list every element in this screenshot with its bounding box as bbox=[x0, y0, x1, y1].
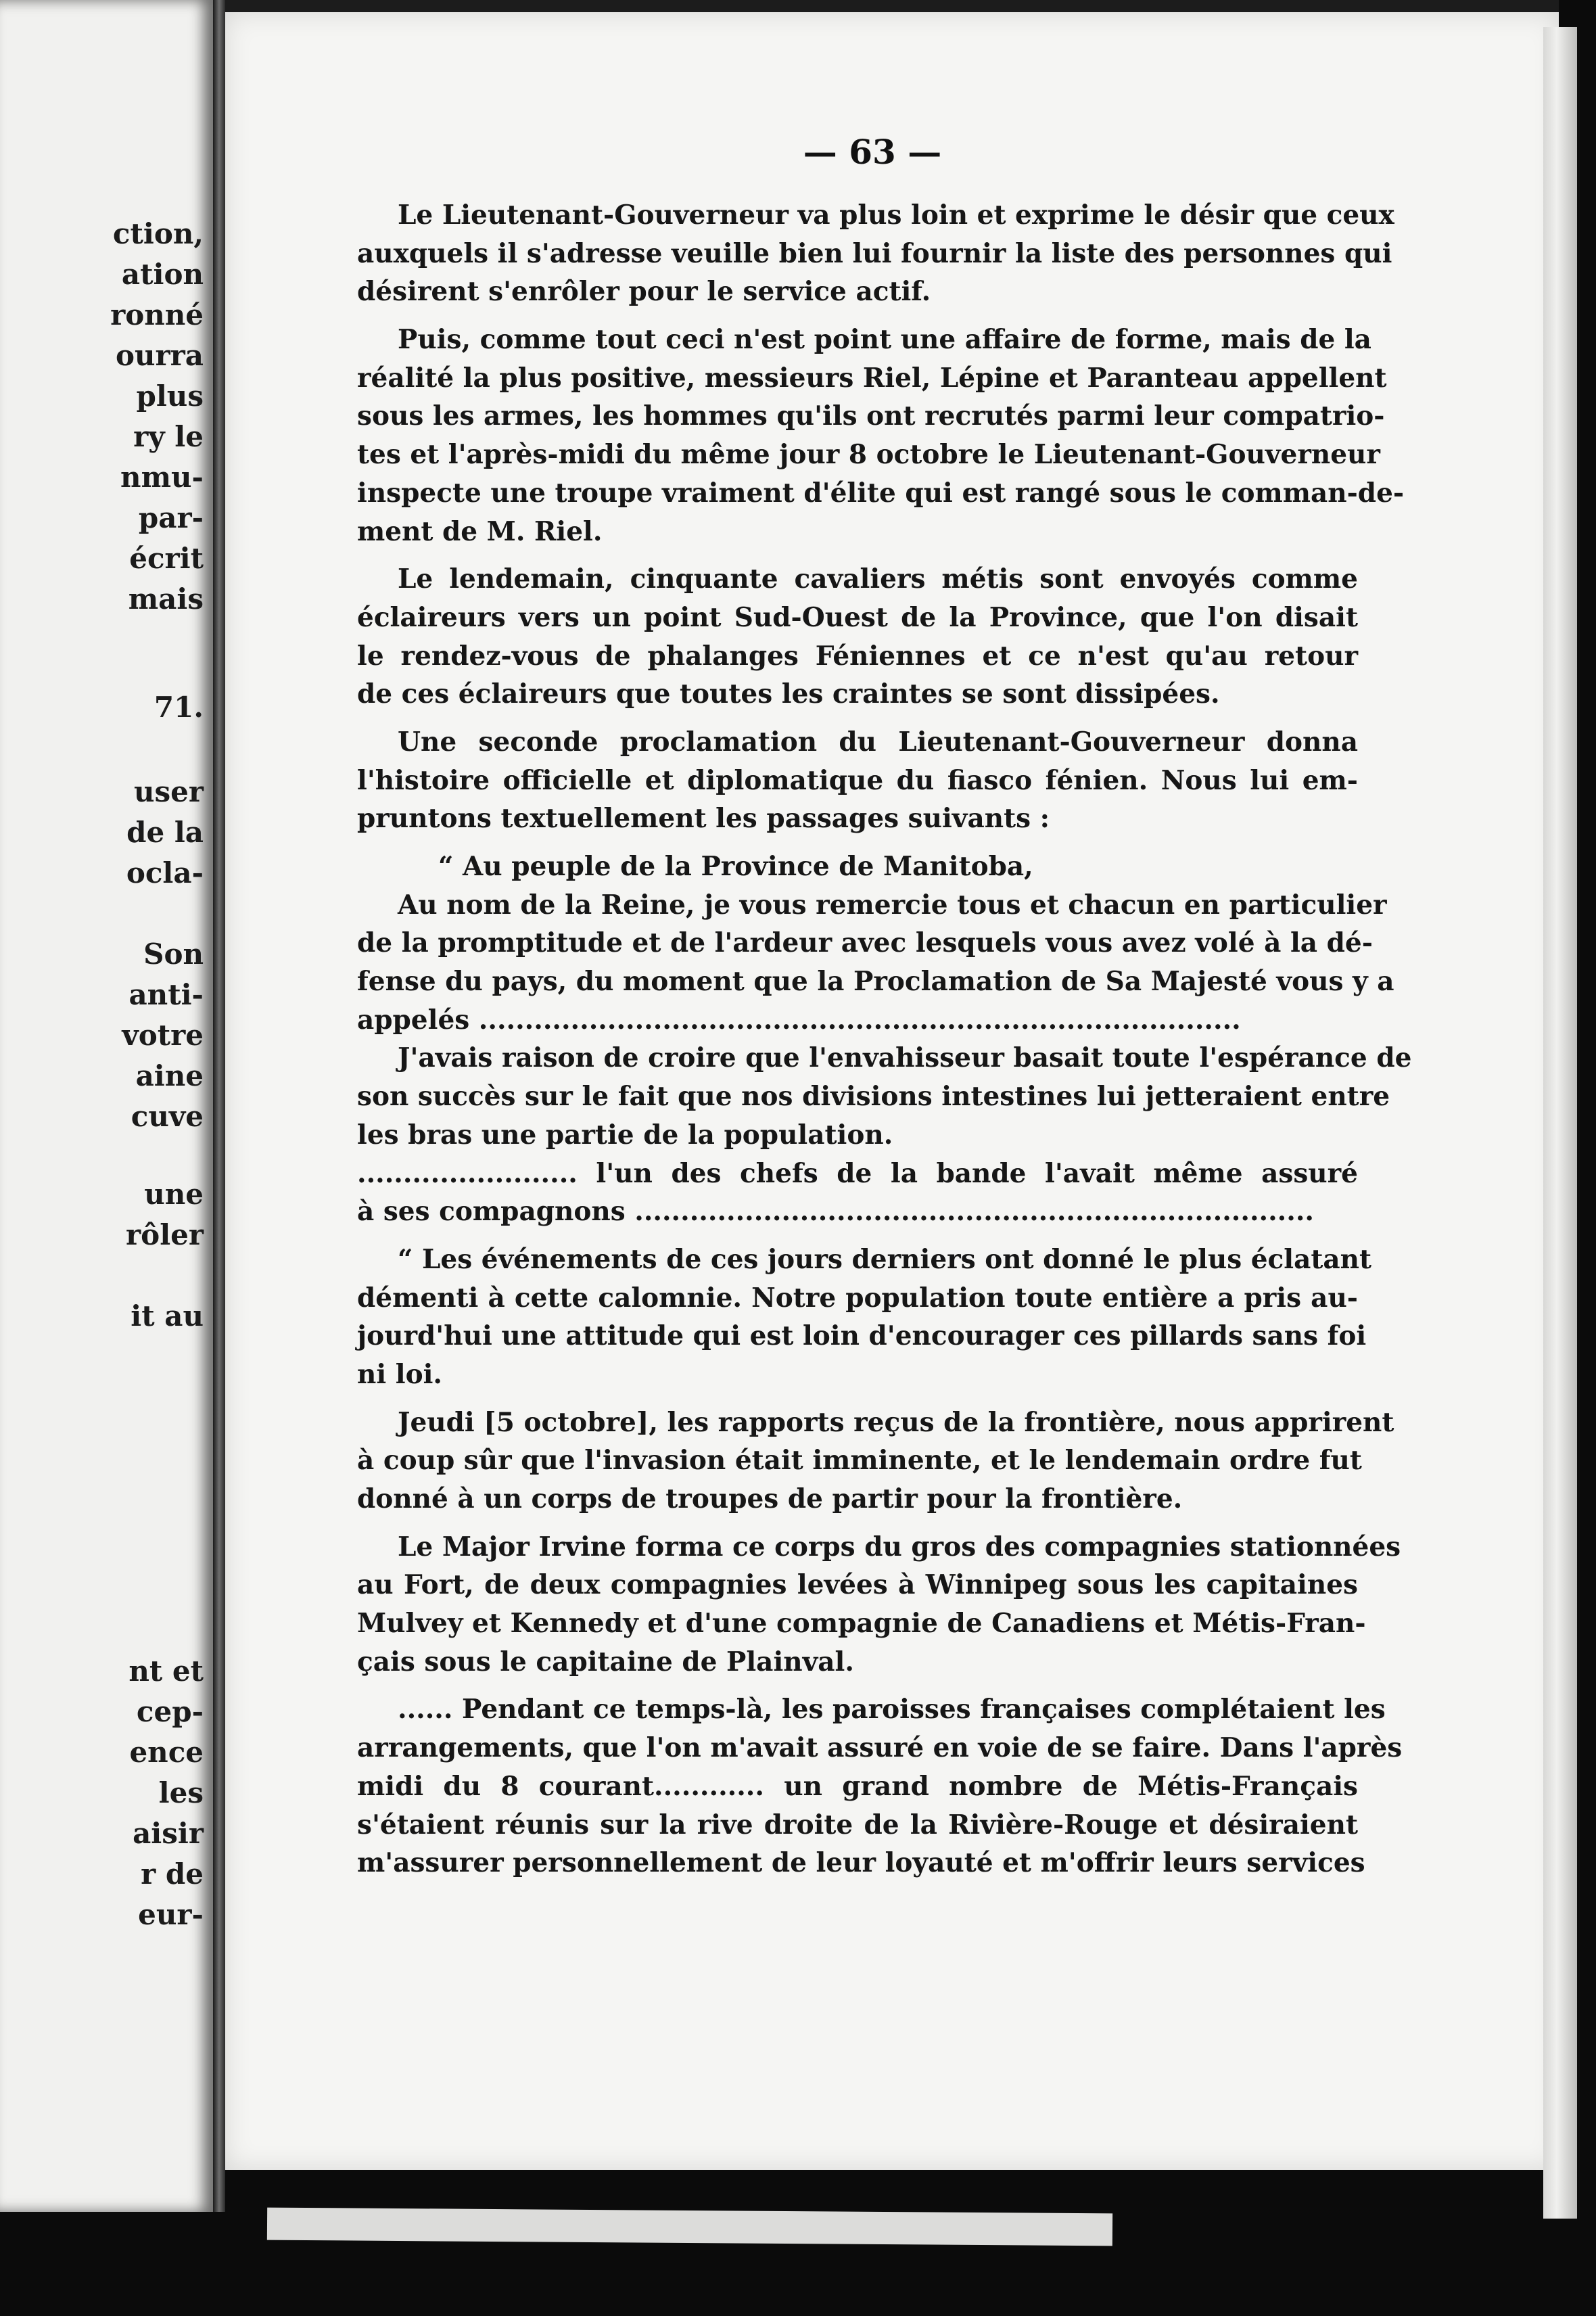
text-line: ...... Pendant ce temps-là, les paroisses françaises complétaient les bbox=[398, 1694, 1386, 1726]
text-line: “ Au peuple de la Province de Manitoba, bbox=[438, 851, 1033, 882]
left-page-fragment: anti- bbox=[128, 978, 204, 1011]
text-line: Une seconde proclamation du Lieutenant-Gouverneur donna bbox=[398, 726, 1358, 758]
text-line: J'avais raison de croire que l'envahisseur basait toute l'espérance de bbox=[398, 1042, 1412, 1074]
text-line: éclaireurs vers un point Sud-Ouest de la Province, que l'on disait bbox=[357, 601, 1358, 633]
text-line: de la promptitude et de l'ardeur avec lesquels vous avez volé à la dé- bbox=[357, 927, 1373, 959]
page-text bbox=[357, 196, 1412, 1882]
text-line: appelés ................................................................................... bbox=[357, 1004, 1241, 1036]
text-line: Puis, comme tout ceci n'est point une affaire de forme, mais de la bbox=[398, 324, 1371, 356]
left-page-fragment: rôler bbox=[126, 1218, 204, 1251]
text-line: çais sous le capitaine de Plainval. bbox=[357, 1646, 854, 1677]
book-gutter bbox=[213, 0, 225, 2212]
left-page-fragment: ction, bbox=[112, 217, 204, 250]
text-line: fense du pays, du moment que la Proclamation de Sa Majesté vous y a bbox=[357, 966, 1394, 998]
left-page-fragment: user bbox=[133, 775, 204, 808]
left-page-fragment: Son bbox=[143, 937, 204, 971]
text-line: “ Les événements de ces jours derniers ont donné le plus éclatant bbox=[398, 1243, 1372, 1275]
left-page-fragment: de la bbox=[126, 816, 204, 849]
text-line: auxquels il s'adresse veuille bien lui fournir la liste des personnes qui bbox=[357, 237, 1392, 269]
text-line: le rendez-vous de phalanges Féniennes et ce n'est qu'au retour bbox=[357, 640, 1358, 672]
text-line: m'assurer personnellement de leur loyauté et m'offrir leurs services bbox=[357, 1847, 1365, 1879]
text-line: Au nom de la Reine, je vous remercie tous et chacun en particulier bbox=[398, 889, 1387, 921]
left-page-fragment: par- bbox=[138, 501, 204, 534]
text-line: donné à un corps de troupes de partir pour la frontière. bbox=[357, 1483, 1183, 1514]
text-line: de ces éclaireurs que toutes les craintes se sont dissipées. bbox=[357, 678, 1220, 710]
text-line: arrangements, que l'on m'avait assuré en voie de se faire. Dans l'après bbox=[357, 1732, 1403, 1764]
left-page-fragment: cuve bbox=[131, 1100, 204, 1133]
text-line: à coup sûr que l'invasion était imminente, et le lendemain ordre fut bbox=[357, 1445, 1362, 1477]
text-line: Le Major Irvine forma ce corps du gros des compagnies stationnées bbox=[398, 1531, 1401, 1562]
text-line: désirent s'enrôler pour le service actif. bbox=[357, 276, 931, 308]
page-number: — 63 — bbox=[803, 132, 942, 172]
text-line: ment de M. Riel. bbox=[357, 515, 603, 547]
left-page-fragment: ronné bbox=[110, 298, 204, 331]
text-line: jourd'hui une attitude qui est loin d'encourager ces pillards sans foi bbox=[357, 1320, 1367, 1352]
text-line: inspecte une troupe vraiment d'élite qui est rangé sous le comman-de- bbox=[357, 477, 1405, 509]
left-page-fragment: aisir bbox=[133, 1817, 204, 1850]
left-page-fragment: cep- bbox=[136, 1695, 204, 1728]
text-line: l'histoire officielle et diplomatique du fiasco fénien. Nous lui em- bbox=[357, 764, 1358, 796]
text-line: son succès sur le fait que nos divisions intestines lui jetteraient entre bbox=[357, 1081, 1390, 1113]
text-line: au Fort, de deux compagnies levées à Winnipeg sous les capitaines bbox=[357, 1569, 1358, 1601]
scan-top-border bbox=[225, 0, 1559, 12]
left-page-fragment: aine bbox=[135, 1059, 204, 1092]
left-page-fragment: it au bbox=[131, 1299, 204, 1333]
left-page-fragment: ourra bbox=[115, 339, 204, 372]
left-page-fragment: nt et bbox=[128, 1654, 204, 1688]
text-line: démenti à cette calomnie. Notre population toute entière a pris au- bbox=[357, 1282, 1358, 1314]
left-page-fragment: 71. bbox=[154, 691, 204, 724]
left-page-fragment: r de bbox=[141, 1857, 204, 1891]
left-page-fragment: plus bbox=[136, 379, 204, 413]
text-line: sous les armes, les hommes qu'ils ont recrutés parmi leur compatrio- bbox=[357, 400, 1385, 432]
left-page-fragment: ocla- bbox=[126, 856, 204, 889]
text-line: pruntons textuellement les passages suivants : bbox=[357, 803, 1050, 835]
text-line: s'étaient réunis sur la rive droite de la Rivière-Rouge et désiraient bbox=[357, 1809, 1358, 1840]
left-page-fragment: les bbox=[158, 1776, 204, 1809]
left-page-fragment: une bbox=[144, 1178, 204, 1211]
text-line: réalité la plus positive, messieurs Riel, Lépine et Paranteau appellent bbox=[357, 362, 1387, 394]
left-page-fragment: nmu- bbox=[120, 461, 204, 494]
page-edge bbox=[1543, 27, 1577, 2219]
text-line: Jeudi [5 octobre], les rapports reçus de la frontière, nous apprirent bbox=[398, 1406, 1394, 1438]
text-line: ........................ l'un des chefs de la bande l'avait même assuré bbox=[357, 1157, 1358, 1189]
page-bottom-strip bbox=[267, 2208, 1112, 2246]
text-line: Le lendemain, cinquante cavaliers métis sont envoyés comme bbox=[398, 563, 1358, 595]
text-line: Mulvey et Kennedy et d'une compagnie de Canadiens et Métis-Fran- bbox=[357, 1608, 1366, 1640]
text-line: les bras une partie de la population. bbox=[357, 1119, 893, 1151]
text-line: midi du 8 courant............ un grand nombre de Métis-Français bbox=[357, 1770, 1358, 1802]
left-page-fragment: ry le bbox=[133, 420, 204, 453]
left-page-fragment: écrit bbox=[129, 542, 204, 575]
left-page-fragment: votre bbox=[122, 1019, 204, 1052]
left-page-fragment: eur- bbox=[138, 1898, 204, 1931]
left-page-fragment: ation bbox=[121, 258, 204, 291]
left-page-fragment: mais bbox=[128, 582, 204, 616]
left-page bbox=[0, 0, 213, 2212]
text-line: ni loi. bbox=[357, 1358, 442, 1390]
text-line: tes et l'après-midi du même jour 8 octobre le Lieutenant-Gouverneur bbox=[357, 439, 1380, 471]
left-page-fragment: ence bbox=[129, 1736, 204, 1769]
text-line: Le Lieutenant-Gouverneur va plus loin et exprime le désir que ceux bbox=[398, 200, 1394, 231]
text-line: à ses compagnons .......................................................................... bbox=[357, 1196, 1314, 1228]
